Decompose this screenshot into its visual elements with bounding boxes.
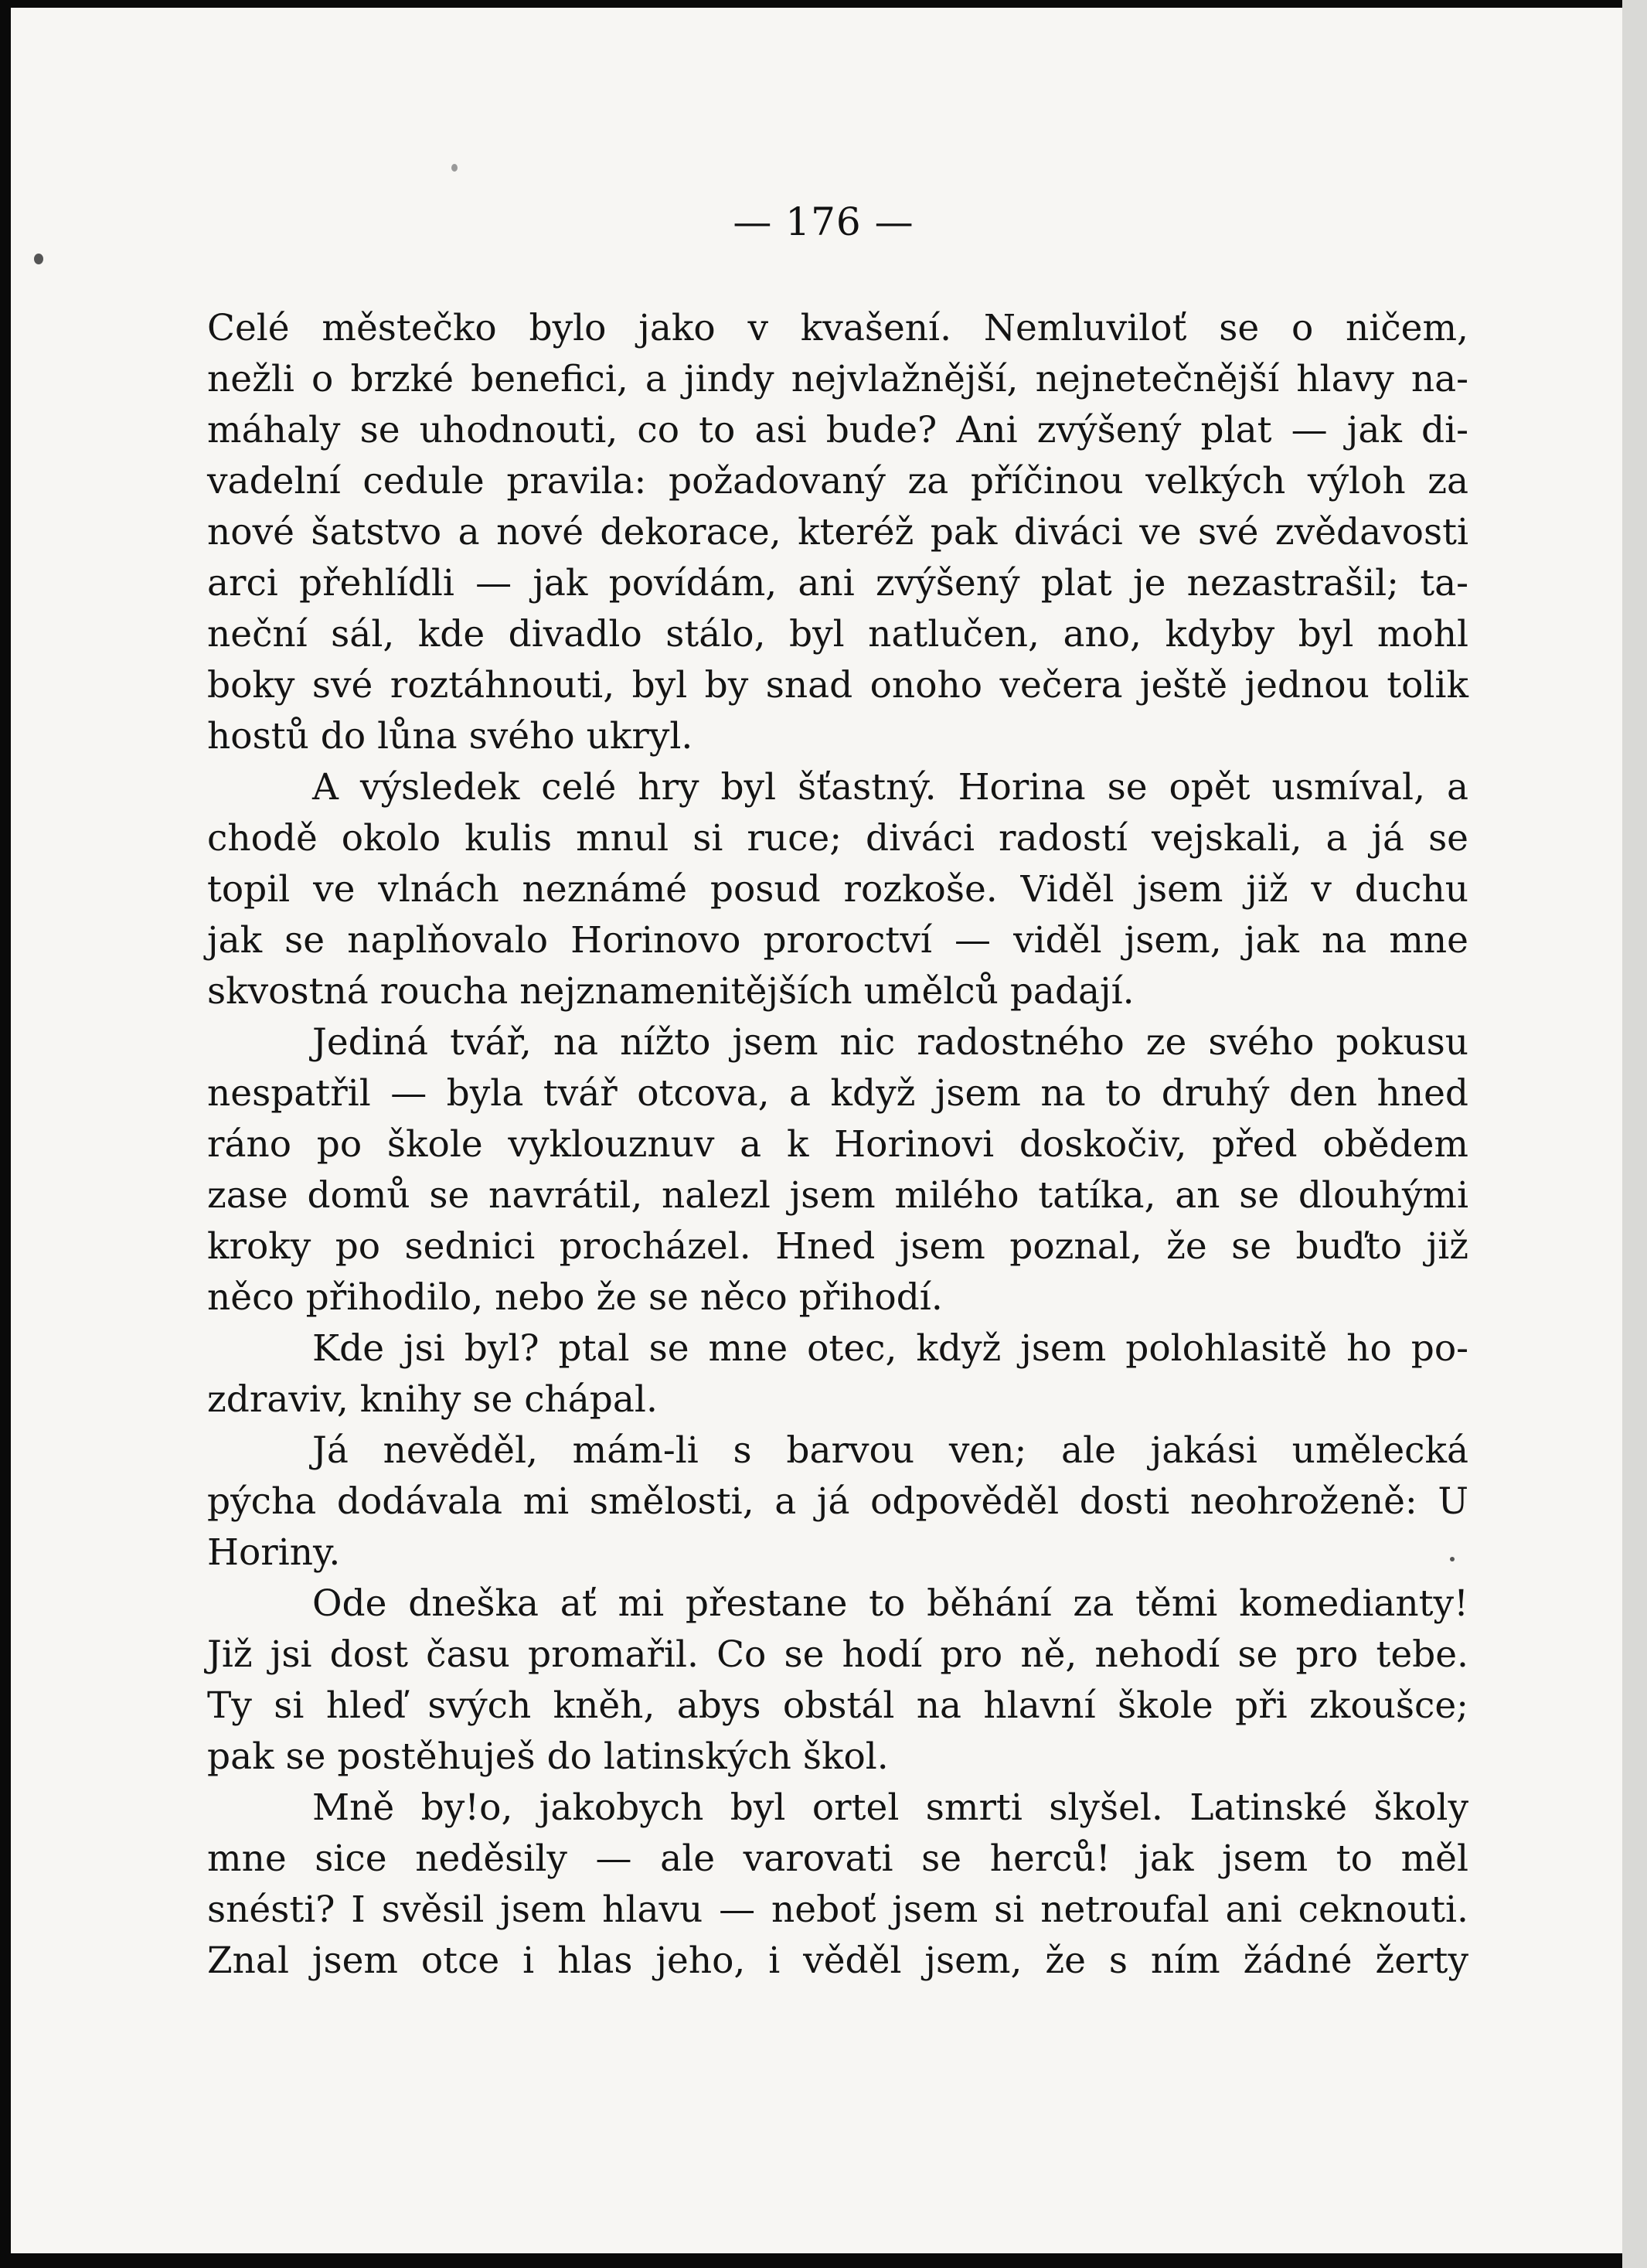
paragraph <box>207 1783 1468 1987</box>
text-line: Znal jsem otce i hlas jeho, i věděl jsem, že s ním žádné žerty <box>207 1939 1468 1982</box>
text-line: Ty si hleď svých kněh, abys obstál na hlavní škole při zkoušce; <box>207 1684 1468 1727</box>
text-line: ráno po škole vyklouznuv a k Horinovi doskočiv, před obědem <box>207 1123 1468 1166</box>
paragraph <box>207 303 1468 762</box>
paragraph <box>207 1017 1468 1323</box>
text-line: arci přehlídli — jak povídám, ani zvýšený plat je nezastrašil; ta- <box>207 562 1468 604</box>
text-line: něco přihodilo, nebo že se něco přihodí. <box>207 1276 943 1319</box>
text-line: topil ve vlnách neznámé posud rozkoše. Viděl jsem již v duchu <box>207 868 1468 911</box>
text-line: snésti? I svěsil jsem hlavu — neboť jsem si netroufal ani ceknouti. <box>207 1888 1468 1931</box>
text-line: boky své roztáhnouti, byl by snad onoho večera ještě jednou tolik <box>207 664 1468 707</box>
text-line: nespatřil — byla tvář otcova, a když jsem na to druhý den hned <box>207 1072 1468 1115</box>
text-line: zdraviv, knihy se chápal. <box>207 1378 658 1421</box>
text-line: Mně by!o, jakobych byl ortel smrti slyšel. Latinské školy <box>312 1786 1468 1829</box>
paragraph <box>207 1323 1468 1425</box>
scan-speck <box>34 254 43 264</box>
text-line: zase domů se navrátil, nalezl jsem milého tatíka, an se dlouhými <box>207 1174 1468 1217</box>
text-line: Již jsi dost času promařil. Co se hodí pro ně, nehodí se pro tebe. <box>207 1633 1468 1676</box>
page-number: — 176 — <box>733 199 914 244</box>
text-line: vadelní cedule pravila: požadovaný za příčinou velkých výloh za <box>207 460 1468 502</box>
text-line: Jediná tvář, na nížto jsem nic radostného ze svého pokusu <box>312 1021 1468 1064</box>
text-line: pýcha dodávala mi smělosti, a já odpověděl dosti neohroženě: U <box>207 1480 1468 1523</box>
text-line: hostů do lůna svého ukryl. <box>207 715 693 758</box>
text-line: jak se naplňovalo Horinovo proroctví — viděl jsem, jak na mne <box>207 919 1468 962</box>
text-line: nové šatstvo a nové dekorace, kteréž pak diváci ve své zvědavosti <box>207 511 1468 553</box>
text-line: skvostná roucha nejznamenitějších umělců padají. <box>207 970 1135 1013</box>
text-line: kroky po sednici procházel. Hned jsem poznal, že se buďto již <box>207 1225 1468 1268</box>
text-line: nežli o brzké benefici, a jindy nejvlažnější, nejnetečnější hlavy na- <box>207 358 1468 400</box>
text-line: pak se postěhuješ do latinských škol. <box>207 1735 889 1778</box>
text-line: Celé městečko bylo jako v kvašení. Nemluviloť se o ničem, <box>207 307 1468 349</box>
body-text <box>207 303 1468 1987</box>
text-line: neční sál, kde divadlo stálo, byl natlučen, ano, kdyby byl mohl <box>207 613 1468 656</box>
scan-speck <box>451 164 458 172</box>
text-line: Kde jsi byl? ptal se mne otec, když jsem polohlasitě ho po- <box>312 1327 1468 1370</box>
scan-edge <box>1622 0 1647 2268</box>
paragraph <box>207 1425 1468 1578</box>
paragraph <box>207 762 1468 1017</box>
text-line: Ode dneška ať mi přestane to běhání za těmi komedianty! <box>312 1582 1468 1625</box>
text-line: máhaly se uhodnouti, co to asi bude? Ani zvýšený plat — jak di- <box>207 409 1468 451</box>
text-line: mne sice neděsily — ale varovati se herců! jak jsem to měl <box>207 1837 1468 1880</box>
text-line: A výsledek celé hry byl šťastný. Horina se opět usmíval, a <box>312 766 1468 809</box>
text-line: Já nevěděl, mám-li s barvou ven; ale jakási umělecká <box>312 1429 1468 1472</box>
text-line: chodě okolo kulis mnul si ruce; diváci radostí vejskali, a já se <box>207 817 1468 860</box>
paragraph <box>207 1578 1468 1783</box>
text-line: Horiny. <box>207 1531 341 1574</box>
